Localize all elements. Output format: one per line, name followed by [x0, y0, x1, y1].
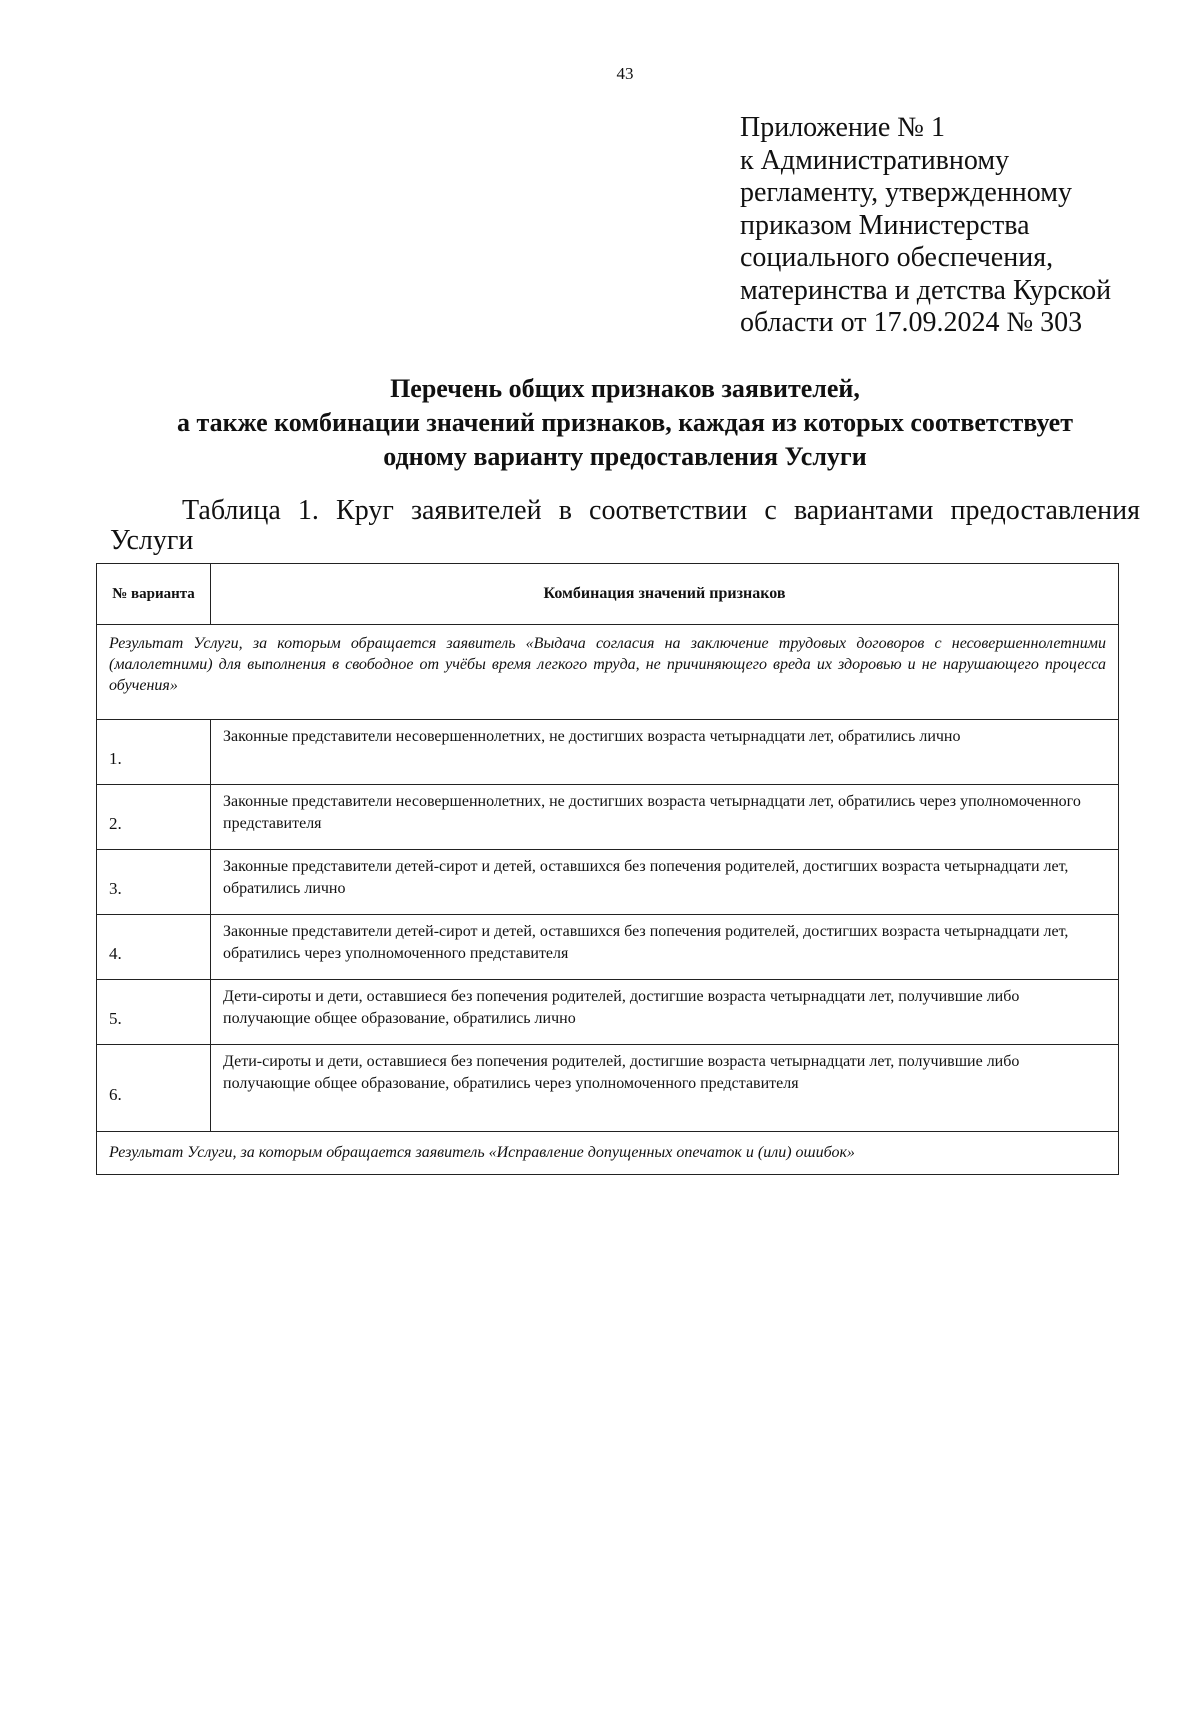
- page-number: 43: [616, 64, 634, 83]
- appendix-line: социального обеспечения,: [740, 242, 1054, 273]
- variant-number: 3.: [97, 850, 211, 915]
- table-caption-line: Таблица 1. Круг заявителей в соответствии с вариантами предоставления: [182, 495, 1140, 526]
- title-line: Перечень общих признаков заявителей,: [390, 374, 860, 403]
- title-line: а также комбинации значений признаков, каждая из которых соответствует: [177, 408, 1073, 437]
- table-caption-line: Услуги: [110, 525, 194, 556]
- table-row: [97, 915, 1119, 980]
- header-variant-number: № варианта: [97, 564, 211, 625]
- table-caption: [110, 496, 1140, 556]
- table-header-row: [97, 564, 1119, 625]
- applicants-table: [96, 563, 1119, 1175]
- variant-number: 4.: [97, 915, 211, 980]
- result-row: [97, 625, 1119, 720]
- appendix-line: области от 17.09.2024 № 303: [740, 307, 1083, 338]
- result-text: Результат Услуги, за которым обращается заявитель «Выдача согласия на заключение трудовых договоров с несовершеннолетними (малолетними) для выполнения в свободное от учёбы время легкого труда, не причиняющего вреда их здоровью и не нарушающего процесса обучения»: [97, 625, 1119, 720]
- result-row: [97, 1132, 1119, 1175]
- table-row: [97, 1045, 1119, 1132]
- variant-description: Законные представители несовершеннолетних, не достигших возраста четырнадцати лет, обратились через уполномоченного представителя: [211, 785, 1119, 850]
- variant-number: 1.: [97, 720, 211, 785]
- variant-description: Законные представители детей-сирот и детей, оставшихся без попечения родителей, достигших возраста четырнадцати лет, обратились лично: [211, 850, 1119, 915]
- document-title: [100, 372, 1150, 474]
- table-row: [97, 720, 1119, 785]
- variant-number: 2.: [97, 785, 211, 850]
- appendix-line: приказом Министерства: [740, 209, 1030, 241]
- title-line: одному варианту предоставления Услуги: [383, 442, 867, 471]
- appendix-line: материнства и детства Курской: [740, 274, 1112, 306]
- table-row: [97, 850, 1119, 915]
- appendix-reference: [740, 112, 1180, 340]
- variant-description: Законные представители несовершеннолетних, не достигших возраста четырнадцати лет, обратились лично: [211, 720, 1119, 785]
- variant-description: Дети-сироты и дети, оставшиеся без попечения родителей, достигшие возраста четырнадцати лет, получившие либо получающие общее образование, обратились через уполномоченного представителя: [211, 1045, 1119, 1132]
- result-text: Результат Услуги, за которым обращается заявитель «Исправление допущенных опечаток и (или) ошибок»: [97, 1132, 1119, 1175]
- appendix-line: к Административному: [740, 144, 1010, 176]
- variant-number: 5.: [97, 980, 211, 1045]
- variant-description: Дети-сироты и дети, оставшиеся без попечения родителей, достигшие возраста четырнадцати лет, получившие либо получающие общее образование, обратились лично: [211, 980, 1119, 1045]
- table-row: [97, 785, 1119, 850]
- variant-number: 6.: [97, 1045, 211, 1132]
- header-combination: Комбинация значений признаков: [211, 564, 1119, 625]
- table-row: [97, 980, 1119, 1045]
- variant-description: Законные представители детей-сирот и детей, оставшихся без попечения родителей, достигших возраста четырнадцати лет, обратились через уполномоченного представителя: [211, 915, 1119, 980]
- appendix-line: регламенту, утвержденному: [740, 177, 1072, 208]
- appendix-line: Приложение № 1: [740, 112, 945, 143]
